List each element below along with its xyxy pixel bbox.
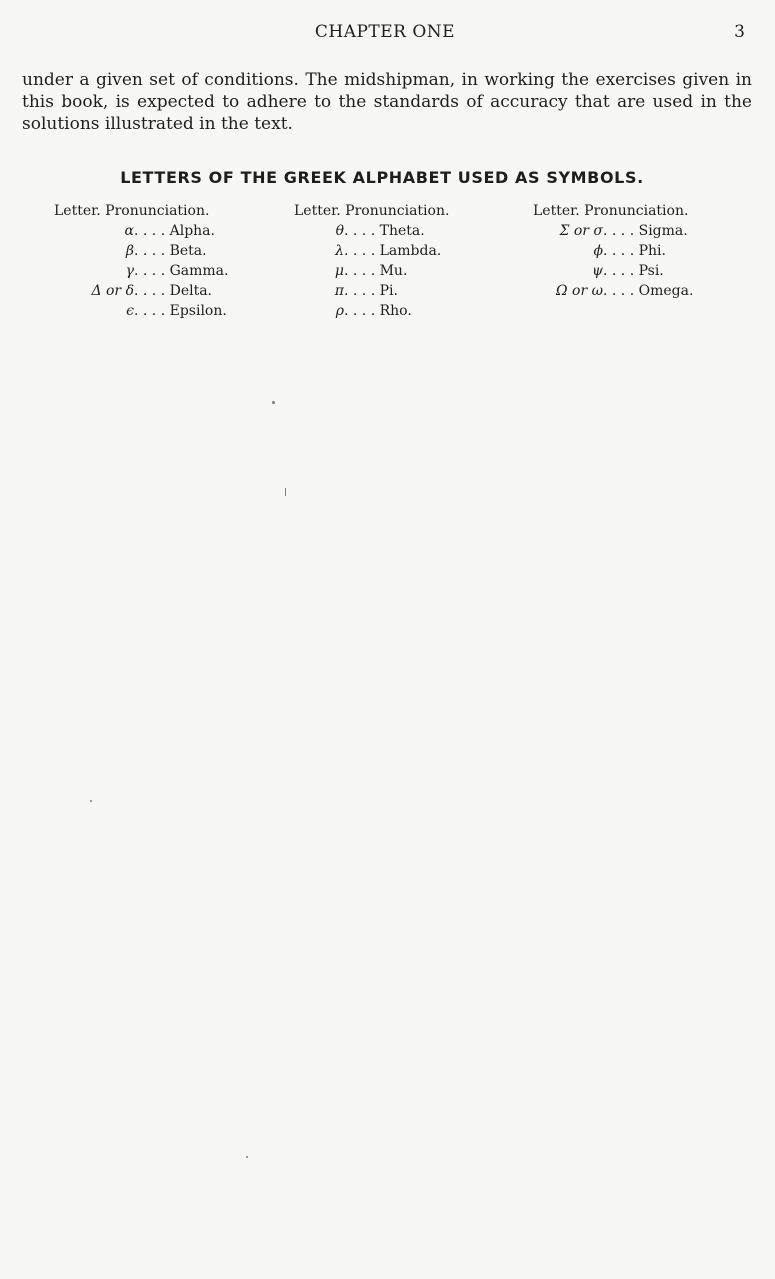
greek-letter-row <box>533 261 753 281</box>
greek-symbol: λ <box>335 243 344 259</box>
greek-symbol: Δ or δ <box>91 283 134 299</box>
running-header <box>0 22 775 46</box>
letter-pronunciation: . . . . Delta. <box>134 283 213 299</box>
letter-pronunciation: . . . . Rho. <box>344 303 412 319</box>
letter-pronunciation: . . . . Theta. <box>344 223 425 239</box>
greek-letter-row <box>533 241 753 261</box>
greek-letter-row <box>294 241 494 261</box>
letter-pronunciation: . . . . Epsilon. <box>134 303 227 319</box>
paper-speck <box>90 800 92 802</box>
greek-letter-row <box>533 281 753 301</box>
greek-column-2 <box>294 201 494 321</box>
page-number: 3 <box>734 22 745 42</box>
greek-letter-row <box>54 241 254 261</box>
greek-letter-row <box>54 281 254 301</box>
paper-speck <box>246 1156 248 1158</box>
greek-symbol: ϵ <box>126 303 134 319</box>
greek-letter-row <box>54 221 254 241</box>
letter-pronunciation: . . . . Alpha. <box>134 223 215 239</box>
greek-symbol: α <box>124 223 134 239</box>
paper-speck <box>285 488 286 496</box>
greek-letter-row <box>294 281 494 301</box>
greek-symbol: Σ or σ <box>559 223 603 239</box>
greek-symbol: μ <box>334 263 344 279</box>
greek-letter-row <box>294 261 494 281</box>
greek-letter-row <box>54 261 254 281</box>
greek-symbol: β <box>125 243 134 259</box>
greek-column-3 <box>533 201 753 301</box>
greek-symbol: ρ <box>335 303 344 319</box>
letter-pronunciation: . . . . Psi. <box>603 263 664 279</box>
body-paragraph: under a given set of conditions. The midshipman, in working the exercises given in this book, is expected to adhere to the standards of accuracy that are used in the solutions illustrated in the text. <box>22 70 752 134</box>
greek-symbol: ϕ <box>593 243 603 259</box>
letter-pronunciation: . . . . Beta. <box>134 243 207 259</box>
paper-speck <box>272 401 275 404</box>
letter-pronunciation: . . . . Gamma. <box>134 263 229 279</box>
chapter-title: CHAPTER ONE <box>314 22 456 42</box>
letter-pronunciation: . . . . Sigma. <box>603 223 688 239</box>
letter-pronunciation: . . . . Lambda. <box>344 243 442 259</box>
greek-symbol: ψ <box>592 263 603 279</box>
letter-pronunciation: . . . . Pi. <box>344 283 398 299</box>
letter-pronunciation: . . . . Phi. <box>603 243 666 259</box>
column-header: Letter. Pronunciation. <box>294 203 450 219</box>
greek-alphabet-heading: LETTERS OF THE GREEK ALPHABET USED AS SYMBOLS. <box>120 168 644 187</box>
letter-pronunciation: . . . . Mu. <box>344 263 408 279</box>
greek-symbol: γ <box>125 263 134 279</box>
greek-column-1 <box>54 201 254 321</box>
greek-symbol: π <box>334 283 344 299</box>
greek-symbol: θ <box>335 223 344 239</box>
greek-letter-row <box>533 221 753 241</box>
greek-letter-row <box>294 301 494 321</box>
greek-letter-row <box>294 221 494 241</box>
greek-letter-row <box>54 301 254 321</box>
column-header: Letter. Pronunciation. <box>533 203 689 219</box>
letter-pronunciation: . . . . Omega. <box>603 283 694 299</box>
greek-symbol: Ω or ω <box>555 283 603 299</box>
column-header: Letter. Pronunciation. <box>54 203 210 219</box>
